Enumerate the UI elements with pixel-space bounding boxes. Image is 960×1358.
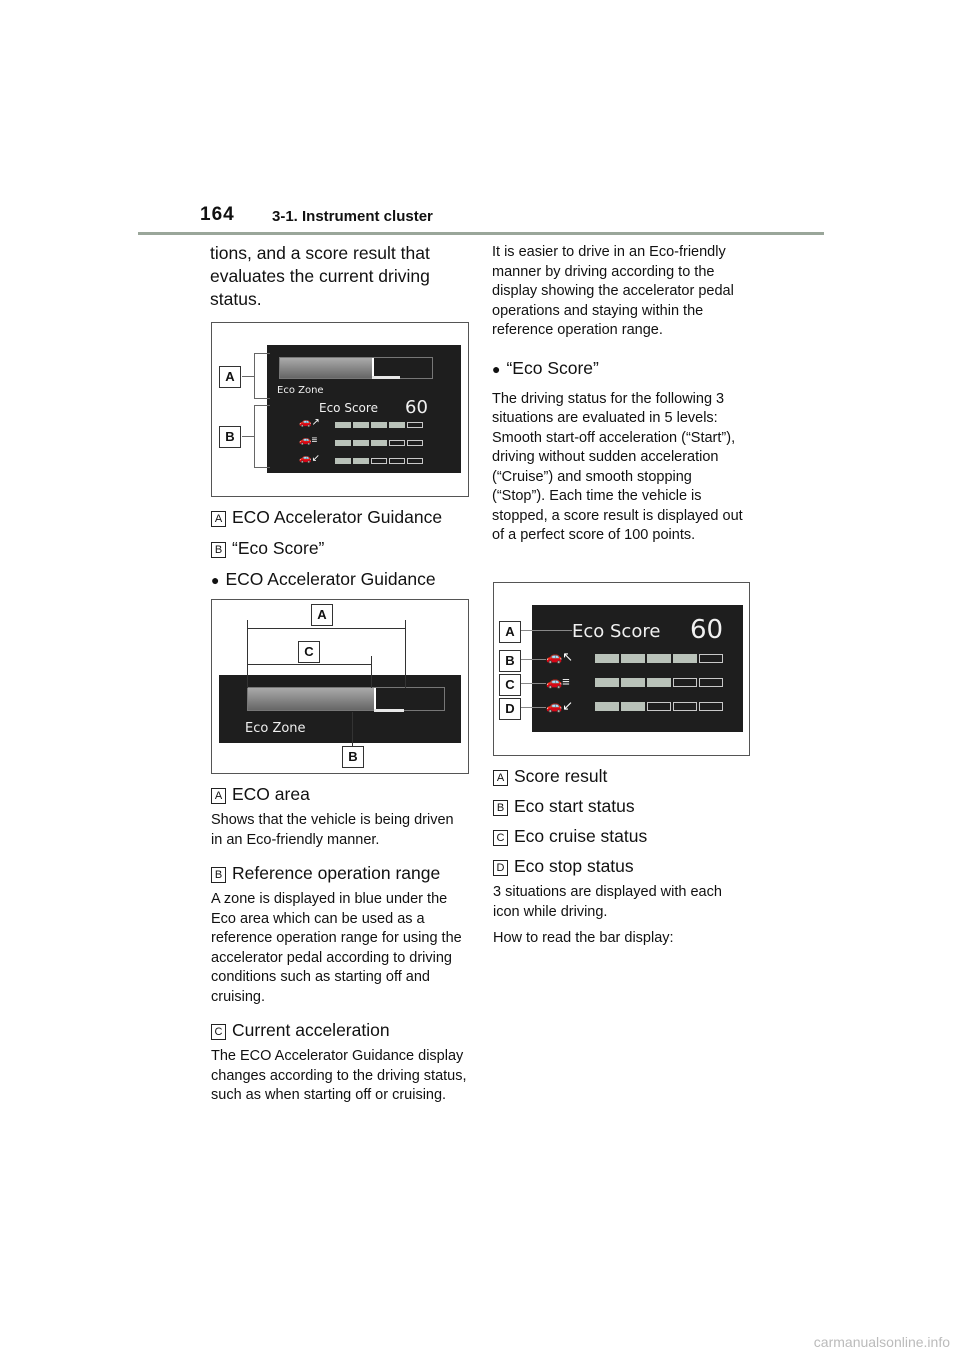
bar <box>353 458 369 464</box>
bar <box>699 702 723 711</box>
score-items <box>493 765 749 949</box>
eco-score-label: Eco Score <box>319 401 378 415</box>
item-title-text: Eco start status <box>514 796 635 816</box>
item-title-text: Reference operation range <box>232 863 441 883</box>
leader-d <box>520 707 546 708</box>
bar <box>647 702 671 711</box>
car-cruise-icon: 🚗≡ <box>299 435 318 446</box>
bar <box>335 440 351 446</box>
bar <box>699 678 723 687</box>
bar <box>407 458 423 464</box>
item-desc: A zone is displayed in blue under the Eco area which can be used as a reference operation range for using the accelerator pedal according to driving conditions such as starting off and cruising. <box>211 891 462 1005</box>
label-b: B <box>493 800 508 816</box>
accel-marker <box>374 688 376 710</box>
bar <box>647 654 671 663</box>
bar <box>647 678 671 687</box>
item-title-text: Eco cruise status <box>514 826 648 846</box>
item-title <box>493 855 749 877</box>
callout-c: C <box>499 674 521 696</box>
item-title <box>211 1019 467 1041</box>
item-title <box>493 795 749 817</box>
bracket-b-bottom <box>254 467 270 468</box>
callout-b: B <box>342 746 364 768</box>
bar <box>621 702 645 711</box>
intro-text: It is easier to drive in an Eco-friendly manner by driving according to the display showing the accelerator pedal operations and staying within the reference operation range. <box>492 244 734 338</box>
bracket-a-bottom <box>254 398 270 399</box>
bar <box>699 654 723 663</box>
bar <box>595 654 619 663</box>
item-desc: The ECO Accelerator Guidance display changes according to the driving status, such as when starting off or cruising. <box>211 1048 467 1103</box>
header-rule <box>138 232 824 235</box>
label-c: C <box>493 830 508 846</box>
label-b: B <box>211 542 226 558</box>
item-desc: Shows that the vehicle is being driven in an Eco-friendly manner. <box>211 812 454 848</box>
callout-a: A <box>311 604 333 626</box>
leader-a <box>520 630 572 631</box>
figure-eco-guidance <box>211 599 469 774</box>
subheading-text: “Eco Score” <box>506 357 599 378</box>
subheading <box>211 568 473 591</box>
guidance-screen <box>219 675 461 743</box>
figure-eco-score <box>493 582 750 756</box>
subheading <box>492 357 748 380</box>
callout-d: D <box>499 698 521 720</box>
leader-b <box>520 659 546 660</box>
item-title <box>211 783 467 805</box>
bar <box>673 678 697 687</box>
bar <box>673 654 697 663</box>
ext-line-c <box>371 656 372 688</box>
eco-score-label: Eco Score <box>572 621 661 642</box>
left-intro <box>210 242 460 311</box>
body-text: The driving status for the following 3 situations are evaluated in 5 levels: Smooth start-off acceleration (“Start”), driving without sudden acceleration (“Cruise”) and smooth stopping (“Stop”). Each time the vehicle is stopped, a score result is displayed out of a perfect score of 100 points. <box>492 390 743 543</box>
eco-underline <box>372 376 400 379</box>
car-start-icon: 🚗↖ <box>546 649 574 664</box>
leader-b <box>352 712 353 750</box>
score-value: 60 <box>690 615 724 645</box>
eco-underline <box>374 709 404 712</box>
bar <box>335 422 351 428</box>
bar <box>621 654 645 663</box>
item-title-text: ECO area <box>232 784 310 804</box>
score-value: 60 <box>405 397 428 418</box>
bracket-a-top <box>254 353 270 354</box>
car-stop-icon: 🚗↙ <box>299 453 320 464</box>
label-c: C <box>211 1024 226 1040</box>
bar <box>389 458 405 464</box>
bracket-b <box>254 405 255 467</box>
label-a: A <box>211 511 226 527</box>
bracket-b-top <box>254 405 270 406</box>
legend-text: ECO Accelerator Guidance <box>232 507 443 527</box>
label-a: A <box>493 770 508 786</box>
label-d: D <box>493 860 508 876</box>
figure-eco-display <box>211 322 469 497</box>
eco-zone-label: Eco Zone <box>245 721 306 736</box>
leader-c <box>520 683 546 684</box>
bar <box>371 422 387 428</box>
label-a: A <box>211 788 226 804</box>
callout-c: C <box>298 641 320 663</box>
display-screen <box>267 345 461 473</box>
callout-line-a <box>242 376 254 377</box>
car-cruise-icon: 🚗≡ <box>546 674 570 689</box>
subheading-text: ECO Accelerator Guidance <box>225 569 436 589</box>
callout-a: A <box>499 621 521 643</box>
intro-text: tions, and a score result that evaluates the current driving status. <box>210 243 430 309</box>
page-number: 164 <box>200 204 235 225</box>
bar <box>595 678 619 687</box>
item-title-text: Score result <box>514 766 608 786</box>
item-title <box>493 765 749 787</box>
item-title-text: Current acceleration <box>232 1020 390 1040</box>
ext-line-left <box>247 620 248 688</box>
watermark: carmanualsonline.info <box>813 1334 950 1350</box>
callout-b: B <box>219 426 241 448</box>
bar <box>407 440 423 446</box>
right-top <box>492 243 748 546</box>
dimension-c <box>247 664 371 665</box>
car-stop-icon: 🚗↙ <box>546 698 574 713</box>
bar <box>595 702 619 711</box>
callout-line-b <box>242 436 254 437</box>
bar <box>335 458 351 464</box>
bullet-icon: ● <box>492 360 501 377</box>
car-start-icon: 🚗↗ <box>299 417 320 428</box>
bullet-icon: ● <box>211 572 220 588</box>
legend-item <box>211 506 473 528</box>
ext-line-a <box>405 620 406 688</box>
legend-text: “Eco Score” <box>232 538 325 558</box>
eco-zone-label: Eco Zone <box>277 385 324 396</box>
bar <box>389 422 405 428</box>
bar <box>407 422 423 428</box>
legend-list <box>211 506 473 591</box>
bracket-a <box>254 353 255 399</box>
legend-item <box>211 537 473 559</box>
callout-a: A <box>219 366 241 388</box>
section-title: 3-1. Instrument cluster <box>272 208 433 225</box>
dimension-a <box>247 628 405 629</box>
bar <box>389 440 405 446</box>
note-text: 3 situations are displayed with each icon while driving. <box>493 884 722 920</box>
item-title <box>493 825 749 847</box>
bar <box>371 458 387 464</box>
guidance-items <box>211 783 467 1106</box>
guidance-bar-fill <box>280 358 372 378</box>
bar <box>371 440 387 446</box>
note-text: How to read the bar display: <box>493 930 674 946</box>
bar <box>673 702 697 711</box>
item-title <box>211 862 467 884</box>
bar <box>621 678 645 687</box>
bar <box>353 422 369 428</box>
bar <box>353 440 369 446</box>
guidance-bar-fill <box>248 688 374 710</box>
label-b: B <box>211 867 226 883</box>
item-title-text: Eco stop status <box>514 856 634 876</box>
score-screen <box>532 605 743 732</box>
callout-b: B <box>499 650 521 672</box>
accel-marker <box>372 358 374 378</box>
